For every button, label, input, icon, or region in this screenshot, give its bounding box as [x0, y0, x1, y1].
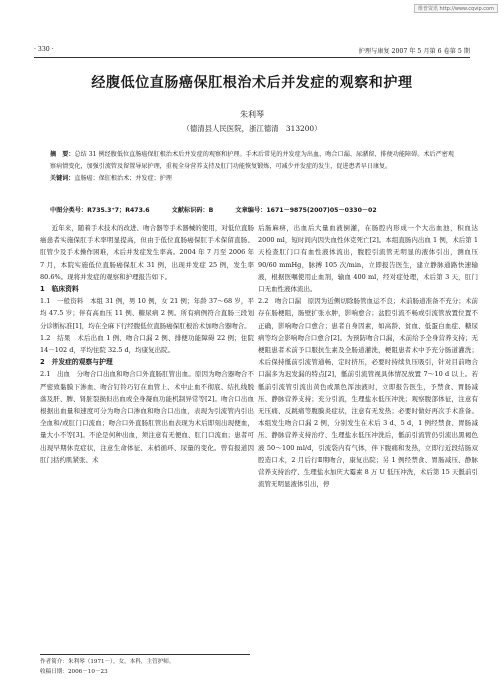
author-name: 朱利琴: [240, 110, 264, 119]
abstract-block: [50, 149, 454, 185]
author-intro: 作者简介：朱利琴（1971－），女，本科，主管护师。: [40, 659, 175, 665]
right-column: [258, 222, 478, 490]
clc-number: 中图分类号：R735.3⁺7；R473.6: [50, 207, 150, 214]
intro-paragraph: 近年来，随着手术技术的改进、吻合器等手术器械的使用，对低位直肠癌患者实施保肛手术率明显提高，但由于低位直肠癌保肛手术保留直肠、肛管少及手术操作困难，术后并发症发生率高。2004 年 7 月至 2006 年 7 月，本院实施低位直肠癌保肛术 31 例，出现并发症 25 例，发生率 80.6%。现将并发症的观察和护理报告如下。: [40, 224, 254, 281]
abstract: [50, 149, 454, 172]
keywords-label: 关键词：: [50, 175, 75, 182]
received-date: 收稿日期：2006－10－23: [40, 668, 108, 675]
section-1-1: 1.1 一般资料 本组 31 例，男 10 例，女 21 例；年龄 37～68 岁，平均 47.5 岁；伴有高血压 11 例、糖尿病 2 例。所有病例符合直肠三段划分诊断标准[1]，均在全麻下行经腹低位直肠癌保肛根治术加吻合器吻合。: [40, 297, 254, 330]
running-head: [34, 46, 470, 58]
article-title: 经腹低位直肠癌保肛根治术后并发症的观察和护理: [91, 75, 413, 91]
keywords-text: 直肠癌；保肛根治术；并发症；护理: [74, 175, 172, 182]
abstract-text: 总结 31 例经腹低位直肠癌保肛根治术后并发症的观察和护理。手术后常见的并发症为出血、吻合口漏、尿潴留、排便功能障碍。术后严密观察病情变化，加强引流管及留置导尿护理，重视全身营养支持及肛门功能恢复锻炼，可减少并发症的发生，促进患者早日康复。: [50, 151, 454, 170]
document-code: 文献标识码：B: [171, 207, 214, 214]
section-2-2: 2.2 吻合口漏 原因为近侧切除肠管血运不良；术前肠道准备不充分；术前存在肠梗阻，肠壁扩张水肿，影响愈合；盆腔引流不畅或引流管放置位置不正确，影响吻合口愈合；患者自身因素，如高龄、贫血、低蛋白血症、糖尿病等均会影响吻合口愈合[2]。为预防吻合口漏，术前给予全身营养支持；无梗阻患者术前予口服抗生素及全肠道灌洗，梗阻患者术中予充分肠道灌洗；术后保持骶前引流管通畅，定时挤压，必要时持续负压吸引，针对目前吻合口漏多为迟发漏的特点[2]，骶前引流管视具体情况放置 7～10 d 以上。若骶前引流管引流出黄色或黑色浑浊液时，立即报告医生，予禁食、胃肠减压、静脉营养支持；充分引流，生理盐水低压冲洗；观察腹部体征，注意有无压痛、反跳痛等腹膜炎症状，注意有无发热；必要时做好再次手术准备。本组发生吻合口漏 2 例，分别发生在术后 3 d、5 d，1 例经禁食、胃肠减压、静脉营养支持治疗、生理盐水低压冲洗后，骶前引流管仍引流出黑褐色液 50～100 ml/d，引流袋内有气体，伴下腹痛和发热，立即行近段结肠双腔造口术，2 月后行Ⅱ期吻合，康复出院；另 1 例经禁食、胃肠减压、静脉营养支持治疗、生理盐水加庆大霉素 8 万 U 低压冲洗，术后第 15 天骶前引流管无明显液体引出，停: [258, 297, 478, 489]
section-2-1: 2.1 出血 分吻合口出血和吻合口外直肠肛管出血。原因为吻合器吻合不严密致黏膜下渗血、吻合钉铃巧钉在血管上、术中止血不彻底、结扎线脱落及肝、脾、肾脏裂损但出血或全身凝血功能机制异常等[2]。吻合口出血根据出血量和速度可分为吻合口渗血和吻合口出血，表现为引流管内引出全血和/或肛门口流血；吻合口外直肠肛管出血表现为术后即刻出现便血，量大小不等[3]。不论是何种出血，须注意有无便血、肛门口流血；患者可出现早期休克症状，注意生命体征、末梢循环、尿量的变化。曾有报道因肛门括约肌紧张、术: [40, 370, 254, 464]
section-heading-1: 1 临床资料: [40, 285, 79, 294]
abstract-label: 摘 要：: [50, 151, 75, 158]
article-identifiers: [50, 205, 464, 214]
journal-info: 护理与康复 2007 年 5 月第 6 卷第 5 期: [358, 48, 470, 55]
article-id: 文章编号：1671－9875(2007)05－0330－02: [235, 207, 377, 214]
section-1-2: 1.2 结果 术后出血 1 例、吻合口漏 2 例、排便功能障碍 22 例；住院 14－102 d，平均住院 32.5 d，均康复出院。: [40, 333, 254, 355]
watermark: 维普资讯 http://www.cqvip.com: [414, 4, 498, 13]
section-2-1-continued: 后肠麻痹，出血后大量血液倒灌，在肠腔内形成一个大出血池，积血达 2000 ml，短时间内因失血性休克死亡[2]。本组直肠内出血 1 例，术后第 1 天检查肛门口有血性液体流出，腹腔引流管无明显的液体引出，测血压 90/60 mmHg，脉搏 105 次/min，立即报告医生，建立静脉通路快速输液，根据医嘱使用止血剂，输血 400 ml，经对症处理，术后第 3 天，肛门口无血性液体流出。: [258, 224, 478, 294]
page-number: · 330 ·: [34, 46, 54, 53]
left-column: [40, 222, 254, 466]
footnote: [40, 654, 250, 677]
keywords: [50, 173, 454, 185]
section-heading-2: 2 并发症的观察与护理: [40, 358, 113, 367]
author-affiliation: （德清县人民医院，浙江德清 313200）: [182, 124, 322, 133]
